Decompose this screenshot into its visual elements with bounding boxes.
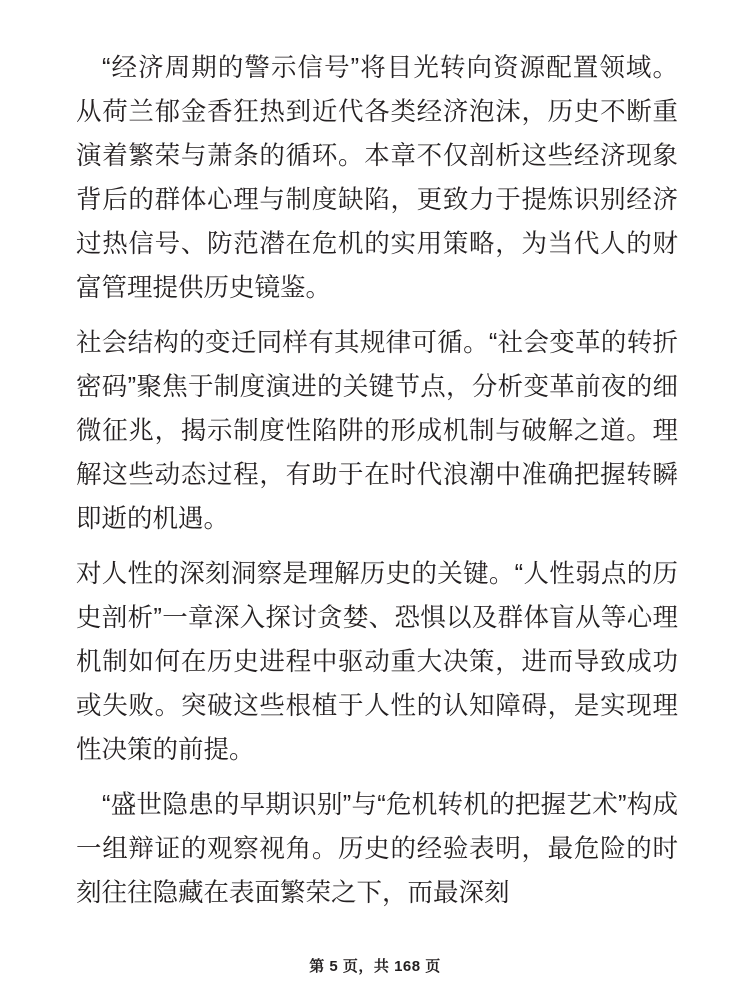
paragraph-1: “经济周期的警示信号”将目光转向资源配置领域。从荷兰郁金香狂热到近代各类经济泡沫，历史不断重演着繁荣与萧条的循环。本章不仅剖析这些经济现象背后的群体心理与制度缺陷，更致力于提炼识别经济过热信号、防范潜在危机的实用策略，为当代人的财富管理提供历史镜鉴。 — [76, 54, 678, 302]
page-content — [76, 46, 678, 915]
paragraph-2: 社会结构的变迁同样有其规律可循。“社会变革的转折密码”聚焦于制度演进的关键节点，分析变革前夜的细微征兆，揭示制度性陷阱的形成机制与破解之道。理解这些动态过程，有助于在时代浪潮中准确把握转瞬即逝的机遇。 — [76, 329, 678, 533]
paragraph-3: 对人性的深刻洞察是理解历史的关键。“人性弱点的历史剖析”一章深入探讨贪婪、恐惧以及群体盲从等心理机制如何在历史进程中驱动重大决策，进而导致成功或失败。突破这些根植于人性的认知障碍，是实现理性决策的前提。 — [76, 560, 678, 764]
page-number-label: 第 5 页，共 168 页 — [309, 958, 441, 975]
page-footer — [0, 955, 750, 976]
paragraph-4: “盛世隐患的早期识别”与“危机转机的把握艺术”构成一组辩证的观察视角。历史的经验表明，最危险的时刻往往隐藏在表面繁荣之下，而最深刻 — [76, 791, 678, 907]
